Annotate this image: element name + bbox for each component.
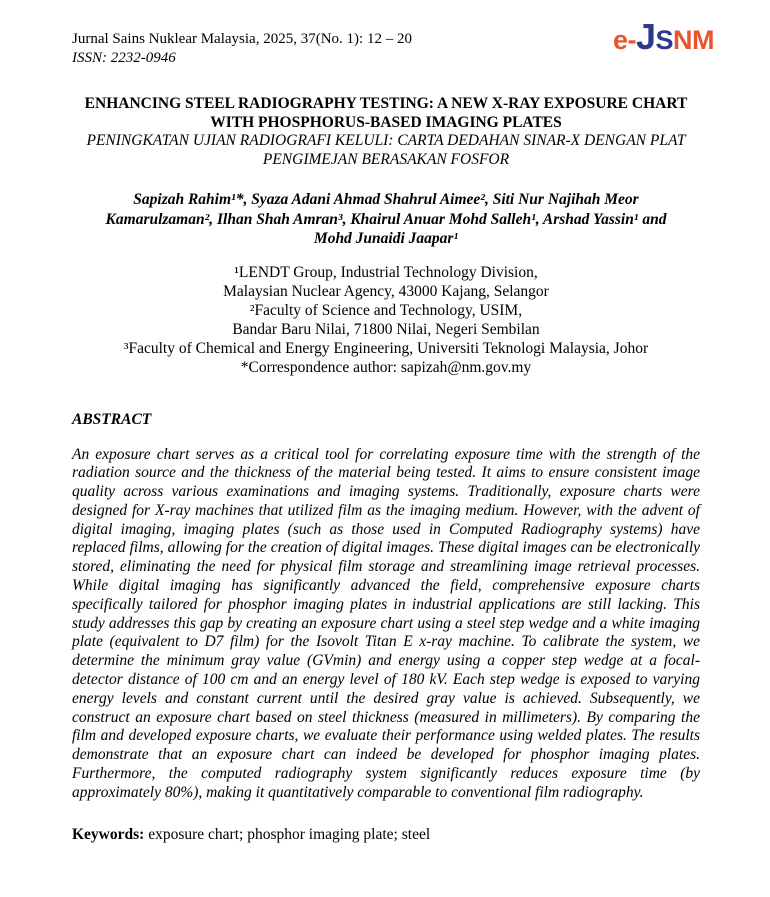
logo-segment-e: e-: [612, 25, 636, 55]
journal-citation: Jurnal Sains Nuklear Malaysia, 2025, 37(No. 1): 12 – 20: [72, 31, 412, 47]
affiliation-line-5: ³Faculty of Chemical and Energy Engineering, Universiti Teknologi Malaysia, Johor: [123, 339, 649, 357]
logo-segment-s: S: [655, 25, 673, 55]
page-header: [72, 30, 700, 68]
title-en-line-1: ENHANCING STEEL RADIOGRAPHY TESTING: A NEW X-RAY EXPOSURE CHART: [84, 95, 688, 112]
abstract-heading: ABSTRACT: [72, 410, 152, 428]
title-block: [72, 95, 700, 169]
affiliations-block: [72, 263, 700, 377]
title-ms-line-1: PENINGKATAN UJIAN RADIOGRAFI KELULI: CARTA DEDAHAN SINAR-X DENGAN PLAT: [86, 132, 686, 149]
keywords-line: [72, 825, 700, 844]
affiliation-line-3: ²Faculty of Science and Technology, USIM,: [249, 301, 523, 319]
keywords-label: Keywords:: [72, 825, 145, 843]
affiliation-line-4: Bandar Baru Nilai, 71800 Nilai, Negeri Sembilan: [232, 320, 540, 338]
ejsnm-logo: [613, 16, 714, 58]
author-line-1: Sapizah Rahim¹*, Syaza Adani Ahmad Shahrul Aimee², Siti Nur Najihah Meor: [133, 191, 639, 208]
issn-line: ISSN: 2232-0946: [72, 50, 176, 66]
paper-title-malay: [72, 132, 700, 169]
abstract-text: An exposure chart serves as a critical tool for correlating exposure time with the strength of the radiation source and the thickness of the material being tested. It aims to ensure consistent image quality across various examinations and imaging systems. Traditionally, exposure charts were designed for X-ray machines that utilized film as the imaging medium. However, with the advent of digital imaging, imaging plates (such as those used in Computed Radiography systems) have replaced films, allowing for the creation of digital images. These digital images can be electronically stored, eliminating the need for physical film storage and streamlining image retrieval processes. While digital imaging has significantly advanced the field, comprehensive exposure charts specifically tailored for phosphor imaging plates in industrial applications are still lacking. This study addresses this gap by creating an exposure chart using a steel step wedge and a white imaging plate (equivalent to D7 film) for the Isovolt Titan E x-ray machine. To calibrate the system, we determine the minimum gray value (GVmin) and energy using a copper step wedge at a focal-detector distance of 100 cm and an energy level of 180 kV. Each step wedge is exposed to varying energy levels and constant current until the desired gray value is achieved. Subsequently, we construct an exposure chart based on steel thickness (measured in millimeters). By comparing the film and developed exposure charts, we evaluate their performance using welded plates. The results demonstrate that an exposure chart can indeed be developed for phosphor imaging plates. Furthermore, the computed radiography system significantly reduces exposure time (by approximately 80%), making it quantitatively comparable to conventional film radiography.: [72, 445, 700, 801]
correspondence-line: *Correspondence author: sapizah@nm.gov.my: [240, 358, 532, 376]
title-ms-line-2: PENGIMEJAN BERASAKAN FOSFOR: [262, 150, 510, 168]
logo-segment-nm: NM: [673, 25, 714, 55]
title-en-line-2: WITH PHOSPHORUS-BASED IMAGING PLATES: [210, 113, 562, 131]
paper-title-english: [72, 95, 700, 132]
author-list: [72, 190, 700, 249]
affiliation-line-1: ¹LENDT Group, Industrial Technology Division,: [234, 263, 538, 281]
keywords-text: exposure chart; phosphor imaging plate; steel: [148, 825, 431, 843]
affiliation-line-2: Malaysian Nuclear Agency, 43000 Kajang, Selangor: [223, 282, 549, 300]
logo-segment-j: J: [635, 16, 656, 57]
author-line-3: Mohd Junaidi Jaapar¹: [313, 230, 459, 247]
author-line-2: Kamarulzaman², Ilhan Shah Amran³, Khairul Anuar Mohd Salleh¹, Arshad Yassin¹ and: [105, 210, 667, 228]
